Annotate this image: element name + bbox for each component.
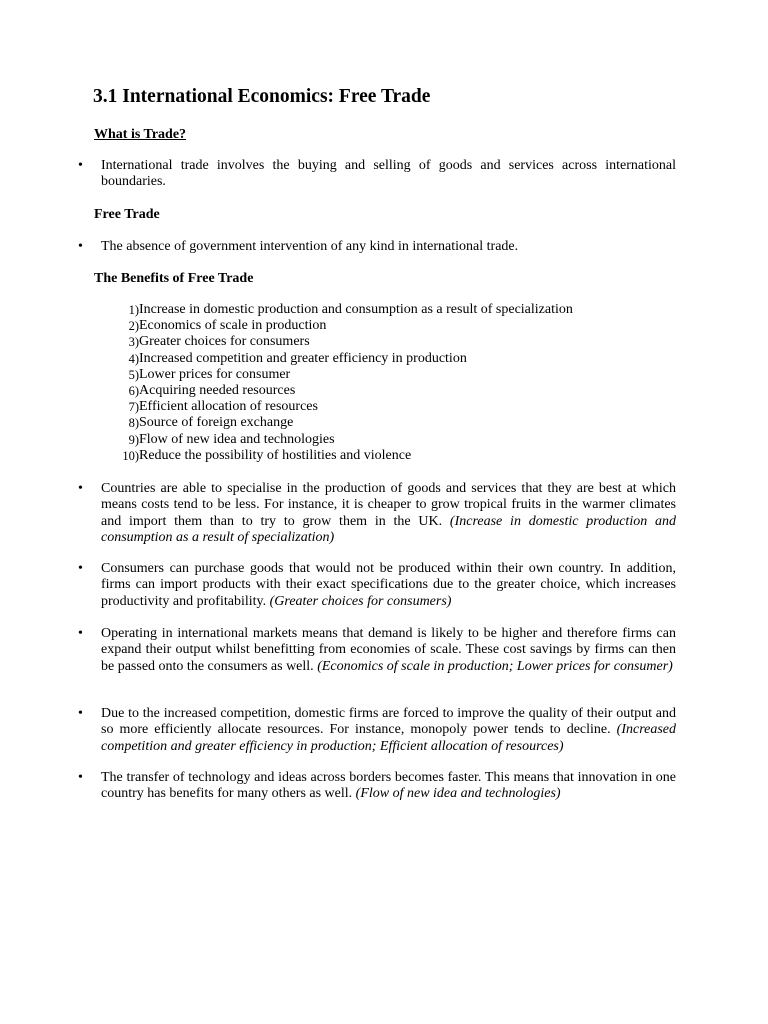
benefit-text: Source of foreign exchange [139,415,294,431]
explanation-text: Countries are able to specialise in the production of goods and services that they are best at which means costs tend to be less. For instance, it is cheaper to grow tropical fruits in the warmer climates and import them than to try to grow them in the UK. [101,481,676,529]
benefit-text: Reduce the possibility of hostilities and violence [139,447,412,463]
explanation-paragraph [101,706,676,755]
explanation-note: (Greater choices for consumers) [269,593,452,609]
list-number: 8) [128,416,139,431]
benefit-item [110,334,630,350]
benefit-item [110,318,630,334]
bullet-icon: • [78,770,83,785]
explanation-paragraph [101,561,676,610]
list-number: 4) [128,351,139,366]
benefit-item [110,302,630,318]
free-trade-heading: Free Trade [94,207,160,222]
explanation-paragraph [101,481,676,546]
benefit-text: Lower prices for consumer [139,366,291,382]
free-trade-bullet [78,239,676,257]
explanation-bullet-scale [78,626,676,692]
benefit-item [110,351,630,367]
what-is-trade-bullet [78,158,676,192]
explanation-paragraph [101,626,676,675]
free-trade-text: The absence of government intervention of any kind in international trade. [101,239,519,254]
list-number: 3) [128,335,139,350]
bullet-icon: • [78,561,83,576]
explanation-bullet-technology [78,770,676,804]
explanation-bullet-competition [78,706,676,756]
explanation-note: (Flow of new idea and technologies) [355,786,561,802]
list-number: 2) [128,319,139,334]
what-is-trade-heading: What is Trade? [94,127,187,142]
benefit-text: Efficient allocation of resources [139,399,318,415]
benefit-item [110,432,630,448]
benefit-item [110,367,630,383]
benefit-item [110,415,630,431]
list-number: 5) [128,367,139,382]
explanation-note: (Increase in domestic production and consumption as a result of specialization) [101,513,676,545]
benefit-text: Increased competition and greater efficiency in production [139,350,467,366]
list-number: 10) [122,448,139,463]
document-title: 3.1 International Economics: Free Trade [93,86,431,107]
benefit-item [110,399,630,415]
bullet-icon: • [78,626,83,641]
what-is-trade-text: International trade involves the buying and selling of goods and services across international boundaries. [101,158,676,190]
explanation-bullet-specialisation [78,481,676,547]
explanation-paragraph [101,770,676,803]
benefits-list [110,302,630,464]
explanation-bullet-choices [78,561,676,611]
benefit-text: Greater choices for consumers [139,334,310,350]
benefit-text: Increase in domestic production and consumption as a result of specialization [139,302,573,317]
bullet-icon: • [78,239,83,254]
list-number: 7) [128,400,139,415]
benefits-heading: The Benefits of Free Trade [94,271,254,286]
bullet-icon: • [78,706,83,721]
explanation-note: (Increased competition and greater efficiency in production; Efficient allocation of resources) [101,722,676,754]
explanation-text: Operating in international markets means that demand is likely to be higher and therefore firms can expand their output whilst benefitting from economies of scale. These cost savings by firms can then be passed onto the consumers as well. [101,626,676,674]
list-number: 1) [128,303,139,317]
benefit-text: Economics of scale in production [139,318,327,334]
list-number: 9) [128,432,139,447]
benefit-text: Flow of new idea and technologies [139,431,335,447]
benefit-item [110,383,630,399]
explanation-text: The transfer of technology and ideas across borders becomes faster. This means that innovation in one country has benefits for many others as well. [101,770,676,802]
bullet-icon: • [78,158,83,173]
benefit-text: Acquiring needed resources [139,382,296,398]
explanation-text: Due to the increased competition, domestic firms are forced to improve the quality of their output and so more efficiently allocate resources. For instance, monopoly power tends to decline. [101,706,676,738]
list-number: 6) [128,383,139,398]
benefit-item [110,448,630,464]
bullet-icon: • [78,481,83,496]
explanation-note: (Economics of scale in production; Lower prices for consumer) [317,658,673,674]
explanation-text: Consumers can purchase goods that would not be produced within their own country. In addition, firms can import products with their exact specifications due to the greater choice, which increases productivity and profitability. [101,561,676,609]
